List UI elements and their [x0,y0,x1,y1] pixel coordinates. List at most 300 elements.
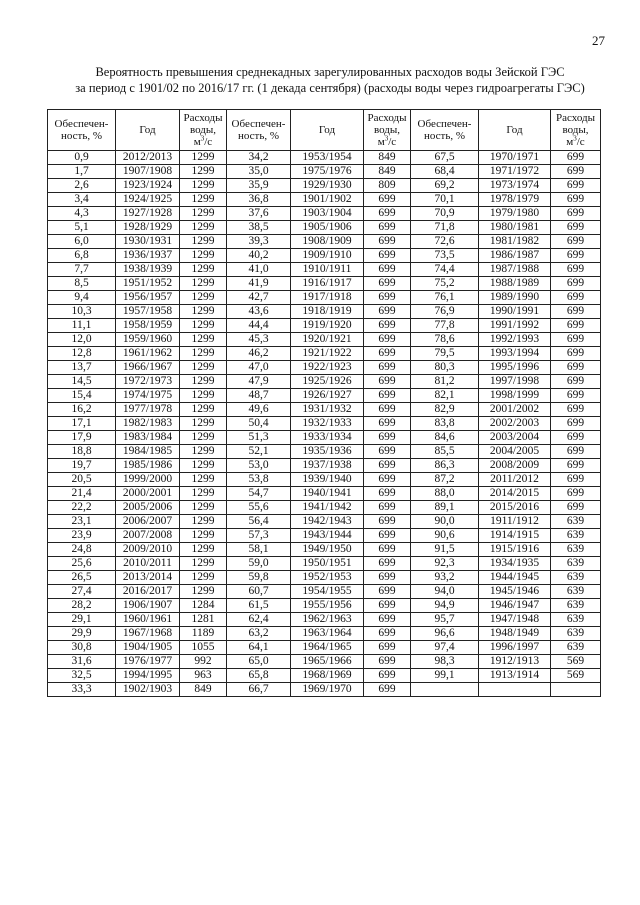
year-cell: 1945/1946 [479,585,551,599]
year-cell: 1992/1993 [479,333,551,347]
year-cell: 1980/1981 [479,221,551,235]
flow-cell: 639 [551,641,601,655]
year-cell: 1909/1910 [291,249,364,263]
flow-cell: 1299 [180,249,227,263]
flow-cell: 1299 [180,389,227,403]
flow-cell: 699 [364,347,411,361]
year-cell: 2001/2002 [479,403,551,417]
flow-probability-table [47,109,601,697]
year-cell: 1911/1912 [479,515,551,529]
header-flow-unit-exponent: 3 [200,134,205,143]
table-row [48,683,601,697]
year-cell: 1990/1991 [479,305,551,319]
flow-cell: 1299 [180,333,227,347]
flow-cell: 569 [551,669,601,683]
table-row [48,445,601,459]
table-row [48,641,601,655]
probability-cell: 32,5 [48,669,116,683]
year-cell: 1931/1932 [291,403,364,417]
year-cell: 1919/1920 [291,319,364,333]
year-cell: 1918/1919 [291,305,364,319]
flow-cell: 699 [364,235,411,249]
year-cell: 1987/1988 [479,263,551,277]
year-cell: 2007/2008 [116,529,180,543]
probability-cell: 18,8 [48,445,116,459]
year-cell: 2002/2003 [479,417,551,431]
flow-cell: 699 [364,669,411,683]
year-cell: 1937/1938 [291,459,364,473]
flow-cell: 1299 [180,221,227,235]
year-cell: 1941/1942 [291,501,364,515]
table-row [48,361,601,375]
flow-cell: 699 [551,445,601,459]
flow-cell: 699 [364,389,411,403]
probability-cell: 17,9 [48,431,116,445]
probability-cell: 82,1 [411,389,479,403]
probability-cell: 41,0 [227,263,291,277]
header-year-label: Год [318,124,336,136]
flow-cell: 1299 [180,585,227,599]
probability-cell: 97,4 [411,641,479,655]
flow-cell: 639 [551,613,601,627]
flow-cell: 699 [551,151,601,165]
flow-cell: 699 [364,585,411,599]
year-cell: 1914/1915 [479,529,551,543]
header-probability [411,110,479,151]
table-row [48,235,601,249]
year-cell: 2000/2001 [116,487,180,501]
year-cell: 1951/1952 [116,277,180,291]
probability-cell: 67,5 [411,151,479,165]
flow-cell: 1299 [180,151,227,165]
flow-cell: 699 [551,249,601,263]
probability-cell: 96,6 [411,627,479,641]
year-cell: 1950/1951 [291,557,364,571]
flow-cell: 699 [364,529,411,543]
table-row [48,305,601,319]
probability-cell: 47,9 [227,375,291,389]
year-cell: 1915/1916 [479,543,551,557]
year-cell: 1953/1954 [291,151,364,165]
flow-cell: 1299 [180,473,227,487]
year-cell: 1921/1922 [291,347,364,361]
header-probability [48,110,116,151]
probability-cell: 13,7 [48,361,116,375]
probability-cell: 83,8 [411,417,479,431]
flow-cell: 699 [551,179,601,193]
flow-cell: 699 [364,515,411,529]
flow-cell: 699 [551,501,601,515]
year-cell: 1932/1933 [291,417,364,431]
year-cell: 1971/1972 [479,165,551,179]
year-cell: 1964/1965 [291,641,364,655]
probability-cell: 70,1 [411,193,479,207]
flow-cell: 1299 [180,375,227,389]
year-cell: 1949/1950 [291,543,364,557]
year-cell: 2004/2005 [479,445,551,459]
header-year-label: Год [506,124,523,136]
probability-cell: 30,8 [48,641,116,655]
table-row [48,389,601,403]
probability-cell: 35,9 [227,179,291,193]
year-cell: 1934/1935 [479,557,551,571]
probability-cell: 3,4 [48,193,116,207]
flow-cell: 963 [180,669,227,683]
flow-cell: 699 [551,263,601,277]
probability-cell: 44,4 [227,319,291,333]
flow-cell: 699 [364,501,411,515]
probability-cell: 43,6 [227,305,291,319]
flow-cell: 699 [364,627,411,641]
header-flow-line1: Расходы [556,112,595,124]
probability-cell: 88,0 [411,487,479,501]
flow-cell: 699 [364,417,411,431]
probability-cell: 20,5 [48,473,116,487]
year-cell: 1985/1986 [116,459,180,473]
year-cell: 1986/1987 [479,249,551,263]
flow-cell: 699 [364,207,411,221]
table-row [48,291,601,305]
table-row [48,375,601,389]
probability-cell: 59,8 [227,571,291,585]
year-cell: 1943/1944 [291,529,364,543]
probability-cell: 56,4 [227,515,291,529]
probability-cell: 19,7 [48,459,116,473]
flow-cell: 699 [551,375,601,389]
probability-cell: 93,2 [411,571,479,585]
probability-cell: 51,3 [227,431,291,445]
year-cell: 1926/1927 [291,389,364,403]
flow-cell: 699 [364,277,411,291]
probability-cell: 14,5 [48,375,116,389]
probability-cell: 79,5 [411,347,479,361]
probability-cell: 27,4 [48,585,116,599]
year-cell: 1925/1926 [291,375,364,389]
flow-cell: 699 [364,655,411,669]
flow-cell: 699 [364,543,411,557]
flow-cell: 699 [551,235,601,249]
year-cell: 1912/1913 [479,655,551,669]
probability-cell: 82,9 [411,403,479,417]
probability-cell: 57,3 [227,529,291,543]
table-row [48,459,601,473]
year-cell: 1976/1977 [116,655,180,669]
year-cell: 1930/1931 [116,235,180,249]
table-row [48,487,601,501]
flow-cell: 699 [551,165,601,179]
probability-cell: 80,3 [411,361,479,375]
header-flow [180,110,227,151]
probability-cell: 28,2 [48,599,116,613]
flow-cell: 1299 [180,515,227,529]
probability-cell: 70,9 [411,207,479,221]
probability-cell: 6,8 [48,249,116,263]
table-row [48,431,601,445]
flow-cell: 1299 [180,403,227,417]
probability-cell: 95,7 [411,613,479,627]
probability-cell: 4,3 [48,207,116,221]
year-cell: 1947/1948 [479,613,551,627]
flow-cell: 1299 [180,361,227,375]
year-cell: 1970/1971 [479,151,551,165]
page-number: 27 [592,33,605,48]
flow-cell: 1299 [180,529,227,543]
probability-cell: 31,6 [48,655,116,669]
header-flow-unit-suffix: /с [388,136,397,148]
probability-cell: 61,5 [227,599,291,613]
table-body [48,151,601,697]
year-cell: 1942/1943 [291,515,364,529]
year-cell: 1998/1999 [479,389,551,403]
header-row [48,110,601,151]
header-flow-line1: Расходы [367,112,407,124]
flow-cell: 699 [364,305,411,319]
flow-cell: 1299 [180,487,227,501]
year-cell: 1978/1979 [479,193,551,207]
probability-cell: 91,5 [411,543,479,557]
header-flow-line2: воды, [189,124,217,136]
year-cell: 1952/1953 [291,571,364,585]
flow-cell: 849 [180,683,227,697]
table-row [48,543,601,557]
flow-cell: 699 [364,459,411,473]
year-cell: 1982/1983 [116,417,180,431]
year-cell: 1979/1980 [479,207,551,221]
probability-cell: 48,7 [227,389,291,403]
flow-cell: 1299 [180,193,227,207]
year-cell: 1938/1939 [116,263,180,277]
flow-cell: 1055 [180,641,227,655]
year-cell: 1922/1923 [291,361,364,375]
year-cell: 1958/1959 [116,319,180,333]
year-cell: 1967/1968 [116,627,180,641]
year-cell: 1993/1994 [479,347,551,361]
probability-cell: 77,8 [411,319,479,333]
probability-cell: 75,2 [411,277,479,291]
probability-cell: 60,7 [227,585,291,599]
year-cell: 2010/2011 [116,557,180,571]
probability-cell: 59,0 [227,557,291,571]
flow-cell: 1281 [180,613,227,627]
flow-cell: 699 [551,221,601,235]
table-row [48,179,601,193]
table-row [48,319,601,333]
probability-cell: 54,7 [227,487,291,501]
flow-cell: 992 [180,655,227,669]
flow-cell: 1299 [180,557,227,571]
flow-cell: 699 [364,431,411,445]
probability-cell: 12,0 [48,333,116,347]
year-cell: 2015/2016 [479,501,551,515]
table-row [48,277,601,291]
flow-cell: 699 [364,403,411,417]
probability-cell: 9,4 [48,291,116,305]
flow-cell: 699 [551,361,601,375]
year-cell: 1902/1903 [116,683,180,697]
probability-cell: 42,7 [227,291,291,305]
flow-cell: 639 [551,599,601,613]
probability-cell: 69,2 [411,179,479,193]
year-cell: 1940/1941 [291,487,364,501]
year-cell: 2012/2013 [116,151,180,165]
table-row [48,263,601,277]
header-flow-unit: м [566,136,574,148]
year-cell: 1994/1995 [116,669,180,683]
probability-cell: 76,1 [411,291,479,305]
flow-cell: 1299 [180,235,227,249]
year-cell: 1975/1976 [291,165,364,179]
probability-cell: 8,5 [48,277,116,291]
flow-cell: 639 [551,529,601,543]
probability-cell: 17,1 [48,417,116,431]
flow-cell: 809 [364,179,411,193]
header-flow-unit-suffix: /с [204,136,213,148]
flow-cell: 699 [551,305,601,319]
year-cell: 2005/2006 [116,501,180,515]
probability-cell: 66,7 [227,683,291,697]
year-cell: 1962/1963 [291,613,364,627]
year-cell: 1995/1996 [479,361,551,375]
probability-cell: 16,2 [48,403,116,417]
probability-cell: 90,0 [411,515,479,529]
header-year [479,110,551,151]
year-cell: 2013/2014 [116,571,180,585]
year-cell: 1923/1924 [116,179,180,193]
year-cell: 1917/1918 [291,291,364,305]
table-row [48,655,601,669]
probability-cell: 47,0 [227,361,291,375]
year-cell: 1961/1962 [116,347,180,361]
flow-cell: 699 [364,473,411,487]
flow-cell: 699 [364,291,411,305]
table-row [48,501,601,515]
header-flow-unit: м [193,136,201,148]
flow-cell: 1299 [180,263,227,277]
flow-cell: 1299 [180,319,227,333]
table-row [48,571,601,585]
flow-cell: 1284 [180,599,227,613]
title-line-2: за период с 1901/02 по 2016/17 гг. (1 декада сентября) (расходы воды через гидроагрегаты ГЭС) [75,81,585,95]
flow-cell: 569 [551,655,601,669]
probability-cell: 55,6 [227,501,291,515]
flow-cell: 639 [551,627,601,641]
table-row [48,529,601,543]
flow-cell: 699 [551,403,601,417]
flow-cell: 699 [364,571,411,585]
header-probability [227,110,291,151]
probability-cell: 98,3 [411,655,479,669]
flow-cell: 699 [364,333,411,347]
flow-cell: 699 [551,459,601,473]
flow-cell: 699 [364,319,411,333]
flow-cell: 1299 [180,277,227,291]
probability-cell: 34,2 [227,151,291,165]
year-cell: 1989/1990 [479,291,551,305]
probability-cell: 12,8 [48,347,116,361]
flow-cell: 1299 [180,305,227,319]
header-flow [364,110,411,151]
flow-cell: 699 [551,277,601,291]
flow-cell: 1299 [180,445,227,459]
year-cell: 1969/1970 [291,683,364,697]
year-cell: 1935/1936 [291,445,364,459]
header-flow-line2: воды, [373,124,401,136]
flow-cell: 849 [364,165,411,179]
flow-cell: 849 [364,151,411,165]
probability-cell: 39,3 [227,235,291,249]
probability-cell: 11,1 [48,319,116,333]
year-cell: 2016/2017 [116,585,180,599]
year-cell: 1905/1906 [291,221,364,235]
probability-cell: 63,2 [227,627,291,641]
table-row [48,473,601,487]
year-cell: 1913/1914 [479,669,551,683]
flow-cell: 699 [364,683,411,697]
probability-cell: 85,5 [411,445,479,459]
header-flow-unit: м [377,136,385,148]
year-cell: 1973/1974 [479,179,551,193]
table-row [48,599,601,613]
probability-cell: 6,0 [48,235,116,249]
year-cell: 2003/2004 [479,431,551,445]
year-cell: 1954/1955 [291,585,364,599]
year-cell: 1965/1966 [291,655,364,669]
year-cell: 1972/1973 [116,375,180,389]
year-cell: 1944/1945 [479,571,551,585]
probability-cell: 71,8 [411,221,479,235]
document-title [40,64,620,96]
probability-cell: 87,2 [411,473,479,487]
probability-cell: 0,9 [48,151,116,165]
probability-cell: 74,4 [411,263,479,277]
year-cell: 1959/1960 [116,333,180,347]
probability-cell: 5,1 [48,221,116,235]
probability-cell [411,683,479,697]
flow-cell: 1189 [180,627,227,641]
probability-cell: 64,1 [227,641,291,655]
flow-cell: 1299 [180,347,227,361]
flow-cell: 1299 [180,431,227,445]
flow-cell: 699 [551,333,601,347]
table-row [48,221,601,235]
flow-cell: 699 [364,221,411,235]
year-cell: 1901/1902 [291,193,364,207]
probability-cell: 50,4 [227,417,291,431]
probability-cell: 23,1 [48,515,116,529]
year-cell: 1963/1964 [291,627,364,641]
flow-cell: 699 [364,487,411,501]
flow-cell: 1299 [180,179,227,193]
probability-cell: 99,1 [411,669,479,683]
flow-cell: 699 [364,193,411,207]
probability-cell: 90,6 [411,529,479,543]
flow-cell: 699 [551,193,601,207]
year-cell: 1904/1905 [116,641,180,655]
table-row [48,627,601,641]
probability-cell: 33,3 [48,683,116,697]
probability-cell: 26,5 [48,571,116,585]
probability-cell: 46,2 [227,347,291,361]
year-cell: 2009/2010 [116,543,180,557]
year-cell: 2008/2009 [479,459,551,473]
header-flow-unit-exponent: 3 [573,134,577,143]
probability-cell: 38,5 [227,221,291,235]
year-cell: 2014/2015 [479,487,551,501]
probability-cell: 10,3 [48,305,116,319]
header-probability-line2: ность, % [237,130,280,142]
probability-cell: 36,8 [227,193,291,207]
flow-cell: 699 [551,207,601,221]
